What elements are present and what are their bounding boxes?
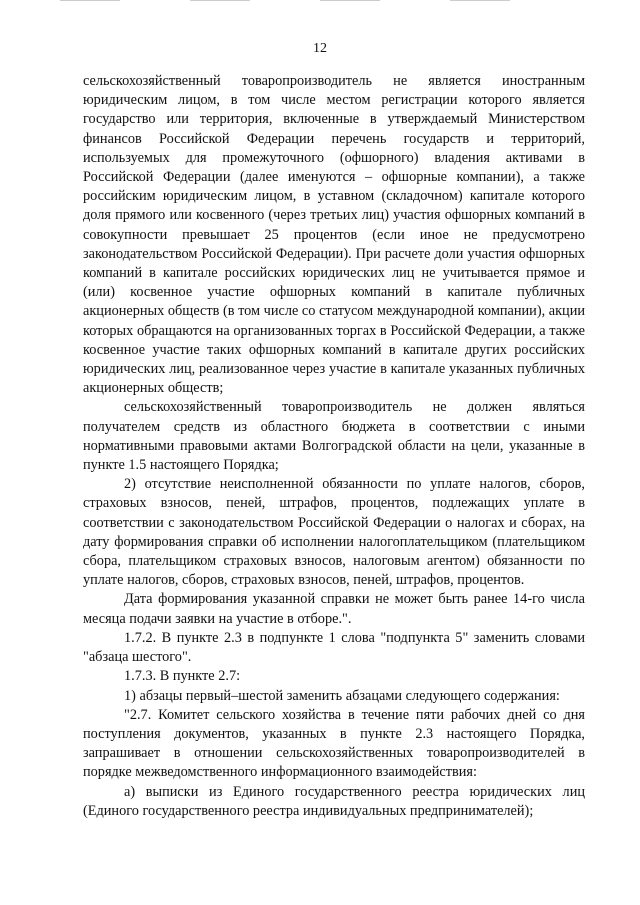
paragraph: сельскохозяйственный товаропроизводитель не должен являться получателем средств из областного бюджета в соответствии с иными нормативными правовыми актами Волгоградской области на цели, указанные в пункте 1.5 настоящего Порядка; xyxy=(83,399,585,474)
paragraph: 1) абзацы первый–шестой заменить абзацами следующего содержания: xyxy=(124,687,560,704)
top-edge-mark xyxy=(190,0,250,1)
document-body xyxy=(83,72,585,821)
paragraph: а) выписки из Единого государственного реестра юридических лиц (Единого государственного реестра индивидуальных предпринимателей); xyxy=(83,783,585,819)
top-edge-mark xyxy=(60,0,120,1)
paragraph: сельскохозяйственный товаропроизводитель не является иностранным юридическим лицом, в том числе местом регистрации которого является государство или территория, включенные в утверждаемый Министерством финансов Российской Федерации перечень государств и территорий, используемых для промежуточного (офшорного) владения активами в Российской Федерации (далее именуются – офшорные компании), а также российским юридическим лицом, в уставном (складочном) капитале которого доля прямого или косвенного (через третьих лиц) участия офшорных компаний в совокупности превышает 25 процентов (если иное не предусмотрено законодательством Российской Федерации). При расчете доли участия офшорных компаний в капитале российских юридических лиц не учитывается прямое и (или) косвенное участие офшорных компаний в капитале публичных акционерных обществ (в том числе со статусом международной компании), акции которых обращаются на организованных торгах в Российской Федерации, а также косвенное участие таких офшорных компаний в капитале других российских юридических лиц, реализованное через участие в капитале указанных публичных акционерных обществ; xyxy=(83,73,585,397)
top-edge-mark xyxy=(450,0,510,1)
page-number: 12 xyxy=(313,41,327,56)
paragraph: 2) отсутствие неисполненной обязанности по уплате налогов, сборов, страховых взносов, пеней, штрафов, процентов, подлежащих уплате в соответствии с законодательством Российской Федерации о налогах и сборах, на дату формирования справки об исполнении налогоплательщиком (плательщиком сбора, плательщиком страховых взносов, налоговым агентом) обязанности по уплате налогов, сборов, страховых взносов, пеней, штрафов, процентов. xyxy=(83,476,585,589)
top-edge-mark xyxy=(320,0,380,1)
paragraph: "2.7. Комитет сельского хозяйства в течение пяти рабочих дней со дня поступления документов, указанных в пункте 2.3 настоящего Порядка, запрашивает в отношении сельскохозяйственных товаропроизводителей в порядке межведомственного информационного взаимодействия: xyxy=(83,706,585,781)
paragraph: Дата формирования указанной справки не может быть ранее 14-го числа месяца подачи заявки на участие в отборе.". xyxy=(83,591,585,627)
paragraph: 1.7.3. В пункте 2.7: xyxy=(124,668,241,685)
paragraph: 1.7.2. В пункте 2.3 в подпункте 1 слова "подпункта 5" заменить словами "абзаца шестого". xyxy=(83,629,585,666)
